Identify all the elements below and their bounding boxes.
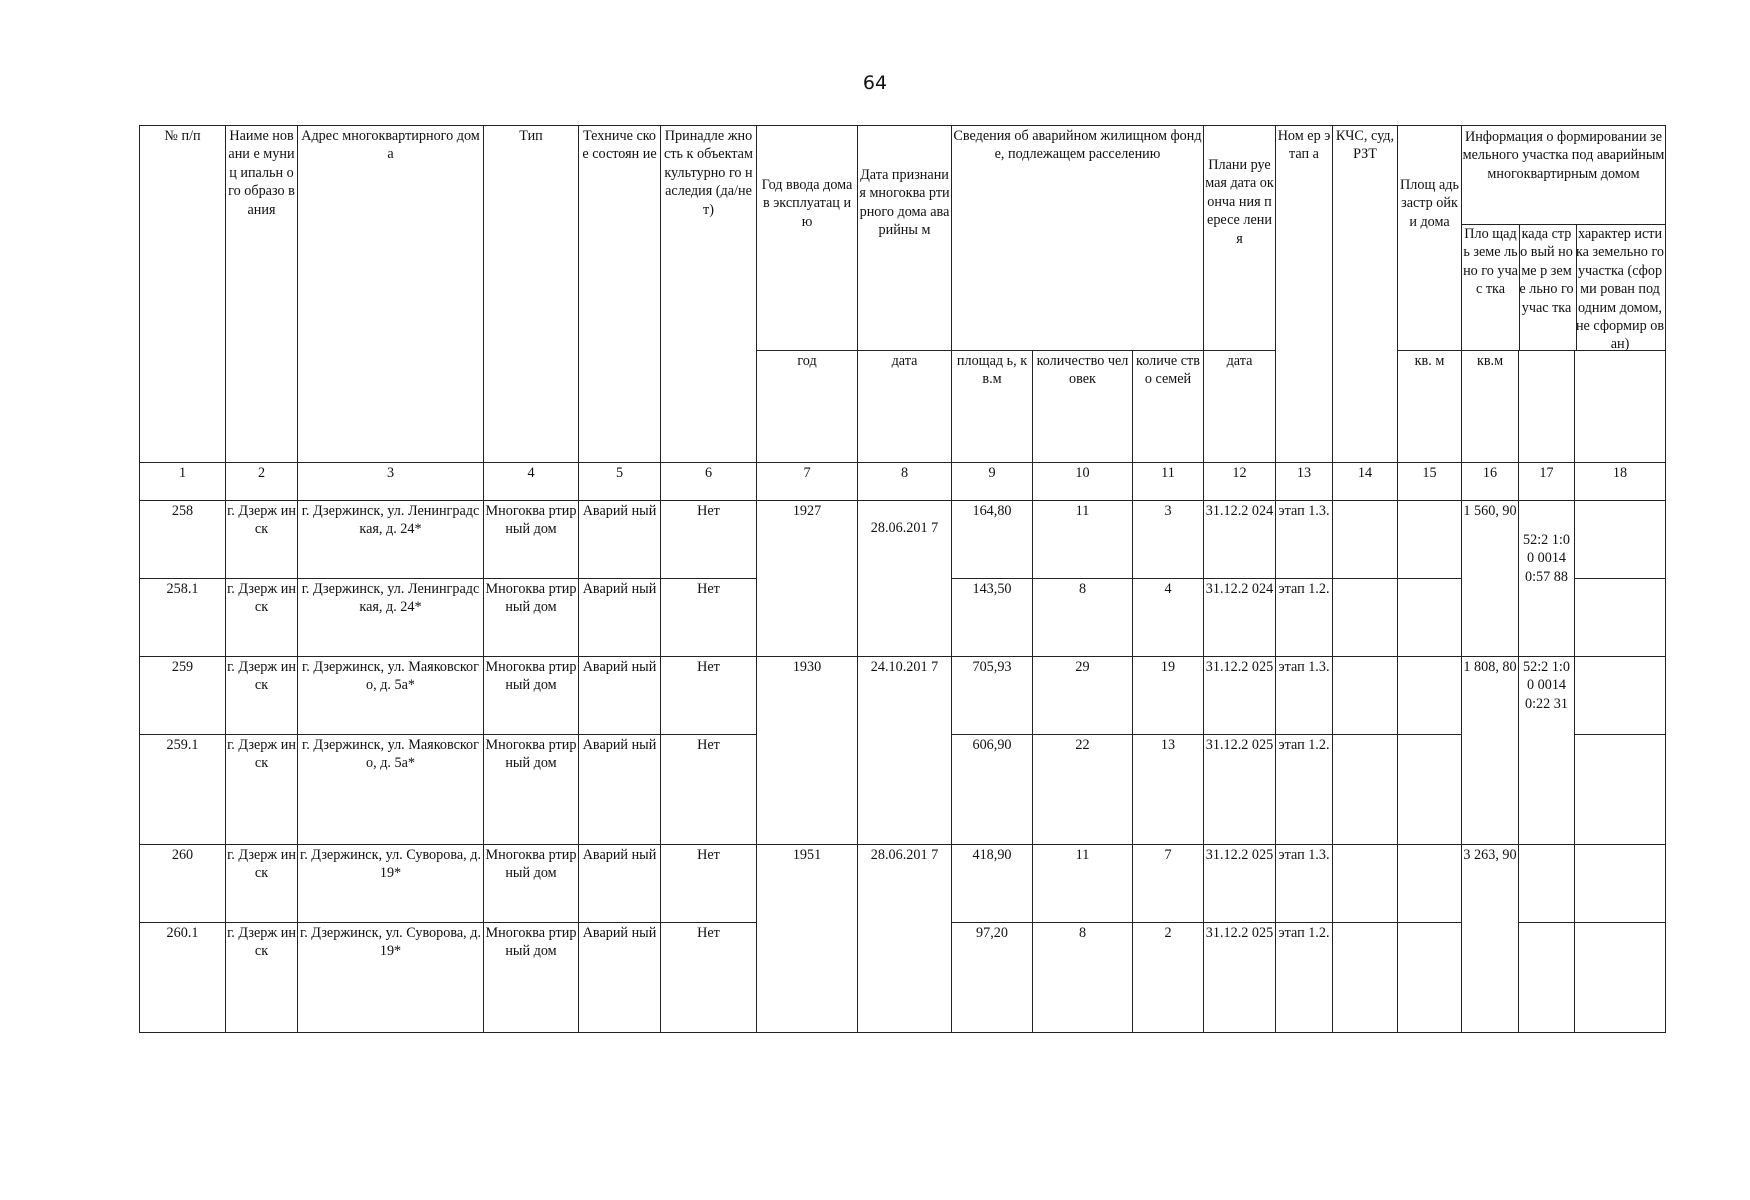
header-built-area: Площ адь застр ойки дома [1398, 126, 1462, 351]
group-date: 28.06.201 7 [858, 501, 952, 657]
row-land-char [1575, 579, 1666, 657]
header-emergency-date: Дата признани я многоква ртирного дома аварийны м [858, 126, 952, 351]
row-families: 7 [1133, 845, 1204, 923]
row-address: г. Дзержинск, ул. Маяковского, д. 5а* [298, 657, 484, 735]
row-planned: 31.12.2 025 [1204, 657, 1276, 735]
row-address: г. Дзержинск, ул. Суворова, д. 19* [298, 923, 484, 1033]
header-sub-families: количе ство семей [1133, 351, 1204, 463]
row-type: Многоква ртирный дом [484, 501, 579, 579]
header-municipality: Наиме новани е муниц ипальн ого образо вания [226, 126, 298, 463]
row-area: 97,20 [952, 923, 1033, 1033]
row-people: 11 [1033, 845, 1133, 923]
header-address: Адрес многоквартирного дома [298, 126, 484, 463]
row-people: 8 [1033, 579, 1133, 657]
row-heritage: Нет [661, 845, 757, 923]
row-condition: Аварий ный [579, 845, 661, 923]
row-stage: этап 1.3. [1276, 845, 1333, 923]
row-cadastral [1519, 845, 1575, 923]
header-planned-date: Плани руемая дата оконча ния пересе ления [1204, 126, 1276, 351]
row-built-area [1398, 501, 1462, 579]
row-num: 260.1 [140, 923, 226, 1033]
row-type: Многоква ртирный дом [484, 579, 579, 657]
row-municipality: г. Дзерж инск [226, 579, 298, 657]
row-built-area [1398, 579, 1462, 657]
header-sub-area: площад ь, кв.м [952, 351, 1033, 463]
group-land-area: 3 263, 90 [1462, 845, 1519, 1033]
header-land-area: Пло щадь земе льно го учас тка [1462, 225, 1520, 350]
row-municipality: г. Дзерж инск [226, 845, 298, 923]
row-planned: 31.12.2 025 [1204, 923, 1276, 1033]
column-number: 16 [1462, 463, 1519, 501]
row-stage: этап 1.3. [1276, 657, 1333, 735]
emergency-housing-table [139, 125, 1666, 1033]
row-num: 259 [140, 657, 226, 735]
row-heritage: Нет [661, 923, 757, 1033]
group-year: 1951 [757, 845, 858, 1033]
row-land-char [1575, 657, 1666, 735]
row-people: 22 [1033, 735, 1133, 845]
column-number: 5 [579, 463, 661, 501]
group-cadastral: 52:2 1:00 0014 0:22 31 [1519, 657, 1575, 845]
header-unit-built: кв. м [1398, 351, 1462, 463]
row-kchs [1333, 657, 1398, 735]
group-year: 1930 [757, 657, 858, 845]
header-sub-people: количество человек [1033, 351, 1133, 463]
column-number: 6 [661, 463, 757, 501]
column-number: 11 [1133, 463, 1204, 501]
row-land-char [1575, 923, 1666, 1033]
header-cadastral-text: када стро вый номе р земе льно го учас тка [1519, 226, 1574, 316]
group-date: 28.06.201 7 [858, 845, 952, 1033]
row-address: г. Дзержинск, ул. Ленинградская, д. 24* [298, 501, 484, 579]
row-num: 259.1 [140, 735, 226, 845]
column-number: 7 [757, 463, 858, 501]
row-heritage: Нет [661, 579, 757, 657]
header-emergency-info: Сведения об аварийном жилищном фонде, подлежащем расселению [952, 126, 1204, 351]
column-number: 1 [140, 463, 226, 501]
column-number: 2 [226, 463, 298, 501]
row-people: 8 [1033, 923, 1133, 1033]
header-kchs: КЧС, суд, РЗТ [1333, 126, 1398, 463]
row-stage: этап 1.3. [1276, 501, 1333, 579]
row-planned: 31.12.2 024 [1204, 501, 1276, 579]
row-land-char [1575, 501, 1666, 579]
column-number: 8 [858, 463, 952, 501]
header-condition: Техниче ское состоян ие [579, 126, 661, 463]
column-number: 12 [1204, 463, 1276, 501]
header-stage-no: Ном ер этап а [1276, 126, 1333, 463]
row-address: г. Дзержинск, ул. Маяковского, д. 5а* [298, 735, 484, 845]
group-land-area: 1 560, 90 [1462, 501, 1519, 657]
row-heritage: Нет [661, 735, 757, 845]
header-num: № п/п [140, 126, 226, 463]
header-type: Тип [484, 126, 579, 463]
header-cadastral-cont [1519, 226, 1575, 463]
row-kchs [1333, 735, 1398, 845]
row-land-char [1575, 845, 1666, 923]
group-year: 1927 [757, 501, 858, 657]
row-kchs [1333, 845, 1398, 923]
column-number: 18 [1575, 463, 1666, 501]
row-num: 258 [140, 501, 226, 579]
row-type: Многоква ртирный дом [484, 735, 579, 845]
row-stage: этап 1.2. [1276, 735, 1333, 845]
column-number: 3 [298, 463, 484, 501]
row-num: 260 [140, 845, 226, 923]
row-people: 11 [1033, 501, 1133, 579]
row-address: г. Дзержинск, ул. Суворова, д. 19* [298, 845, 484, 923]
row-cadastral [1519, 923, 1575, 1033]
row-planned: 31.12.2 025 [1204, 735, 1276, 845]
row-condition: Аварий ный [579, 501, 661, 579]
row-area: 164,80 [952, 501, 1033, 579]
row-stage: этап 1.2. [1276, 579, 1333, 657]
row-municipality: г. Дзерж инск [226, 735, 298, 845]
row-kchs [1333, 501, 1398, 579]
row-heritage: Нет [661, 657, 757, 735]
column-number: 4 [484, 463, 579, 501]
row-built-area [1398, 657, 1462, 735]
column-number: 10 [1033, 463, 1133, 501]
header-land-info: Информация о формировании земельного участка под аварийным многоквартирным домом [1462, 126, 1665, 225]
group-date: 24.10.201 7 [858, 657, 952, 845]
header-row [140, 126, 1666, 351]
row-area: 705,93 [952, 657, 1033, 735]
row-municipality: г. Дзерж инск [226, 501, 298, 579]
row-families: 2 [1133, 923, 1204, 1033]
column-number: 17 [1519, 463, 1575, 501]
row-planned: 31.12.2 024 [1204, 579, 1276, 657]
row-type: Многоква ртирный дом [484, 845, 579, 923]
header-sub-date: дата [858, 351, 952, 463]
row-area: 143,50 [952, 579, 1033, 657]
row-condition: Аварий ный [579, 735, 661, 845]
column-number: 15 [1398, 463, 1462, 501]
page-number: 64 [862, 72, 888, 94]
row-area: 606,90 [952, 735, 1033, 845]
row-kchs [1333, 579, 1398, 657]
row-area: 418,90 [952, 845, 1033, 923]
row-condition: Аварий ный [579, 923, 661, 1033]
row-type: Многоква ртирный дом [484, 923, 579, 1033]
row-families: 19 [1133, 657, 1204, 735]
header-year-built: Год ввода дома в эксплуатац ию [757, 126, 858, 351]
row-condition: Аварий ный [579, 657, 661, 735]
row-heritage: Нет [661, 501, 757, 579]
row-condition: Аварий ный [579, 579, 661, 657]
row-address: г. Дзержинск, ул. Ленинградская, д. 24* [298, 579, 484, 657]
row-kchs [1333, 923, 1398, 1033]
row-type: Многоква ртирный дом [484, 657, 579, 735]
header-sub-planned: дата [1204, 351, 1276, 463]
column-number: 13 [1276, 463, 1333, 501]
row-stage: этап 1.2. [1276, 923, 1333, 1033]
group-cadastral: 52:2 1:00 0014 0:57 88 [1519, 501, 1575, 657]
row-built-area [1398, 845, 1462, 923]
row-planned: 31.12.2 025 [1204, 845, 1276, 923]
header-land-char-cont [1575, 226, 1666, 463]
table-row [140, 845, 1666, 923]
table-row [140, 501, 1666, 579]
row-built-area [1398, 735, 1462, 845]
column-number: 9 [952, 463, 1033, 501]
row-municipality: г. Дзерж инск [226, 923, 298, 1033]
column-numbers-row [140, 463, 1666, 501]
group-land-area: 1 808, 80 [1462, 657, 1519, 845]
row-people: 29 [1033, 657, 1133, 735]
row-num: 258.1 [140, 579, 226, 657]
header-heritage: Принадле жность к объектам культурно го наследия (да/нет) [661, 126, 757, 463]
row-municipality: г. Дзерж инск [226, 657, 298, 735]
header-unit-land: кв.м [1462, 351, 1519, 463]
row-built-area [1398, 923, 1462, 1033]
header-sub-year: год [757, 351, 858, 463]
row-families: 13 [1133, 735, 1204, 845]
table-row [140, 657, 1666, 735]
row-families: 4 [1133, 579, 1204, 657]
row-land-char [1575, 735, 1666, 845]
row-families: 3 [1133, 501, 1204, 579]
header-land-char-text: характер истика земельно го участка (сформи рован под одним домом, не сформир ован) [1575, 226, 1665, 353]
column-number: 14 [1333, 463, 1398, 501]
